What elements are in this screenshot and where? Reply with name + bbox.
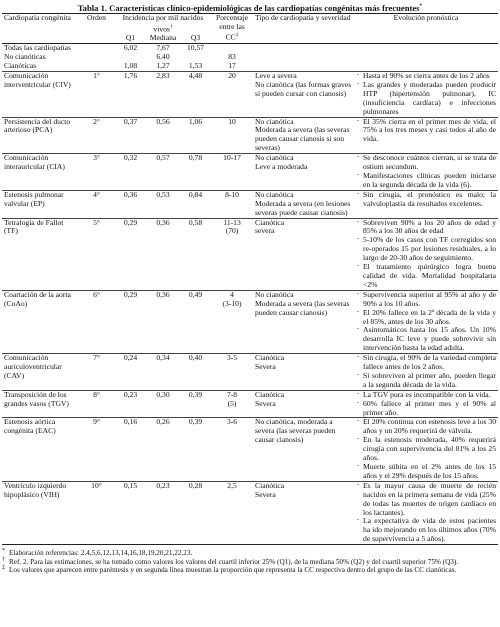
cell-percentage: 83 [228, 52, 236, 62]
header-q1: Q1 [125, 32, 136, 42]
summary-name: No cianóticas [4, 52, 46, 62]
evolution-item: - El 20% fallece en la 2ª década de la vida y el 85%, antes de los 30 años. [356, 309, 496, 327]
evolution-item: - El 35% cierra en el primer mes de vida, el 75% a los tres meses y casi todos al año de vida. [356, 118, 496, 145]
footnote-mark: ‡ [2, 565, 5, 572]
cell-q1: 0,37 [115, 117, 146, 154]
footnote [2, 558, 498, 567]
cell-q1: 0,36 [115, 190, 146, 218]
cell-q1: 0,29 [115, 290, 146, 353]
cell-evolution [354, 154, 498, 191]
cell-name: Estenosis pulmonar valvular (EP) [2, 190, 78, 218]
evolution-list [356, 191, 496, 209]
evolution-item: - Sin cirugía, el 90% de la variedad completa fallece antes de los 2 años. [356, 354, 496, 372]
footnotes [2, 549, 498, 575]
cell-percentage: 11-13 (70) [211, 218, 253, 290]
cell-median: 0,34 [146, 354, 180, 391]
table-caption: Tabla 1. Características clínico-epidemiológicas de las cardiopatías congénitas más frecuentes* [77, 2, 423, 13]
cell-percentage: 2,5 [211, 481, 253, 544]
cell-median: 0,23 [146, 481, 180, 544]
evolution-item: - Sin cirugía, el pronóstico es malo; la valvuloplastía da resultados excelentes. [356, 191, 496, 209]
table-row [2, 390, 498, 418]
evolution-item: - 5-10% de los casos con TF corregidos son re-operados 15 por lesiones residuales, a lo largo de 20-30 años de seguimiento. [356, 236, 496, 263]
footnote-text: Ref. 2. Para las estimaciones, se ha tomado como valores los valores del cuartil inferior 25% (Q1), de la mediana 50% (Q2) y del cuartil superior 75% (Q3). [9, 557, 459, 566]
cell-q3: 0,28 [180, 481, 211, 544]
cell-evolution [354, 418, 498, 481]
evolution-list [356, 391, 496, 418]
cell-q1: 6,02 [123, 43, 138, 53]
cell-percentage: 3-5 [211, 354, 253, 391]
evolution-item: - El tratamiento quirúrgico logra buena calidad de vida. Mortalidad hospitalaria <2% [356, 263, 496, 290]
table-row [2, 218, 498, 290]
evolution-item: - En la estenosis moderada, 40% requerirá cirugía con supervivencia del 81% a los 25 años. [356, 436, 496, 463]
cell-q1: 1,76 [115, 72, 146, 118]
cell-name: Persistencia del ducto arterioso (PCA) [2, 117, 78, 154]
cardiopathy-table [2, 13, 498, 545]
summary-name: Todas las cardiopatías [4, 43, 71, 53]
cell-name: Coartación de la aorta (CoAo) [2, 290, 78, 353]
cell-q1: 0,15 [115, 481, 146, 544]
caption-footnote-mark: * [419, 3, 423, 9]
cell-median: 0,56 [146, 117, 180, 154]
cell-evolution [354, 218, 498, 290]
document-page [2, 0, 498, 575]
evolution-list [356, 118, 496, 145]
cell-evolution [354, 354, 498, 391]
evolution-list [356, 154, 496, 190]
cell-percentage: 8-10 [211, 190, 253, 218]
cell-evolution [354, 481, 498, 544]
cell-median: 2,83 [146, 72, 180, 118]
cell-order: 7° [78, 354, 115, 391]
footnote-text: Los valores que aparecen entre paréntesis y en segunda línea muestran la proporción que representa la CC respectiva dentro del grupo de las CC cianóticas. [9, 566, 457, 575]
footnote-text: Elaboración referencias: 2,4,5,6,12,13,14,16,18,19,20,21,22,23. [9, 549, 193, 558]
summary-row [2, 44, 498, 53]
cell-median: 0,36 [146, 218, 180, 290]
cell-median: 6,40 [156, 52, 170, 62]
cell-q3: 0,39 [180, 390, 211, 418]
cell-median: 7,67 [156, 43, 170, 53]
header-q3: Q3 [190, 32, 201, 42]
cell-q3: 0,84 [180, 190, 211, 218]
table-row [2, 190, 498, 218]
table-row [2, 481, 498, 544]
cell-type: No cianótica Moderada a severa (las severas pueden causar cianosis) [253, 290, 354, 353]
evolution-item: - El 20% continua con estenosis leve a los 30 años y un 20% requerirá de válvula. [356, 418, 496, 436]
evolution-item: - Muerte súbita en el 2% antes de los 15 años y el 29% después de los 15 años. [356, 463, 496, 481]
cell-type: Leve a severa No cianótica (las formas graves sí pueden cursar con cianosis) [253, 72, 354, 118]
cell-evolution [354, 117, 498, 154]
header-type: Tipo de cardiopatía y severidad [255, 13, 351, 22]
evolution-item: - Las grandes y moderadas pueden producir HTP (hipertensión pulmonar), IC (insuficiencia cardíaca) e infecciones pulmonares [356, 81, 496, 117]
cell-percentage: 10-17 [211, 154, 253, 191]
cell-type: No cianótica Moderada a severa (en lesiones severas puede causar cianosis) [253, 190, 354, 218]
header-order: Orden [87, 13, 106, 22]
evolution-item: - Asintomáticos hasta los 15 años. Un 10% desarrolla IC leve y puede sobrevivir sin intervención hasta la edad adulta. [356, 326, 496, 353]
evolution-item: - Si sobreviven al primer año, pueden llegar a la segunda década de la vida. [356, 372, 496, 390]
cell-order: 3° [78, 154, 115, 191]
footnote-mark: * [2, 548, 5, 555]
evolution-item: - Hasta el 90% se cierra antes de los 2 años [356, 72, 496, 81]
cell-percentage: 10 [211, 117, 253, 154]
cell-name: Comunicación interauricular (CIA) [2, 154, 78, 191]
cell-q3: 0,58 [180, 218, 211, 290]
cell-median: 0,36 [146, 290, 180, 353]
cell-q3: 10,57 [186, 43, 205, 53]
evolution-item: - Manifestaciones clínicas pueden iniciarse en la segunda década de la vida (6). [356, 172, 496, 190]
evolution-item: - La expectativa de vida de estos pacientes ha ido mejorando en los últimos años (70% de supervivencia a 5 años). [356, 517, 496, 544]
cell-type: No cianótica, moderada a severa (las severas pueden causar cianosis) [253, 418, 354, 481]
cell-q1: 1,08 [123, 61, 138, 71]
cell-order: 8° [78, 390, 115, 418]
cell-name: Comunicación auriculoventricular (CAV) [2, 354, 78, 391]
cell-median: 0,30 [146, 390, 180, 418]
cell-median: 0,26 [146, 418, 180, 481]
cell-order: 10° [78, 481, 115, 544]
header-median: Mediana [149, 32, 177, 42]
table-row [2, 72, 498, 118]
evolution-item: - Se desconoce cuántos cierran, si se trata de ostium secundum. [356, 154, 496, 172]
evolution-list [356, 354, 496, 390]
table-body [2, 44, 498, 545]
summary-name: Cianóticas [4, 61, 37, 71]
cell-order: 9° [78, 418, 115, 481]
header-name: Cardiopatía congénita [4, 13, 71, 22]
cell-evolution [354, 290, 498, 353]
cell-percentage: 20 [211, 72, 253, 118]
cell-order: 1° [78, 72, 115, 118]
cell-q3: 1,53 [188, 61, 203, 71]
cell-name: Transposición de los grandes vasos (TGV) [2, 390, 78, 418]
table-header [2, 14, 498, 44]
cell-percentage: 17 [228, 61, 236, 71]
table-row [2, 418, 498, 481]
cell-type: Cianótica Severa [253, 481, 354, 544]
cell-q1: 0,24 [115, 354, 146, 391]
cell-q1: 0,32 [115, 154, 146, 191]
cell-median: 0,57 [146, 154, 180, 191]
cell-q3: 0,49 [180, 290, 211, 353]
cell-q3: 4,48 [180, 72, 211, 118]
cell-type: No cianótica Moderada a severa (las severas pueden causar cianosis si son severas) [253, 117, 354, 154]
table-row [2, 354, 498, 391]
header-percentage: Porcentaje entre las CC‡ [216, 13, 249, 42]
cell-percentage: 3-6 [211, 418, 253, 481]
header-evolution: Evolución pronóstica [393, 13, 459, 22]
evolution-list [356, 219, 496, 290]
cell-q3: 0,39 [180, 418, 211, 481]
evolution-item: - Supervivencia superior al 95% al año y de 90% a los 10 años. [356, 291, 496, 309]
cell-q1: 0,29 [115, 218, 146, 290]
evolution-item: - La TGV pura es incompatible con la vida. [356, 391, 496, 400]
cell-evolution [354, 72, 498, 118]
cell-type: Cianótica Severa [253, 390, 354, 418]
cell-name: Ventrículo izquierdo hipoplásico (VIH) [2, 481, 78, 544]
cell-order: 6° [78, 290, 115, 353]
evolution-list [356, 418, 496, 480]
cell-q3: 1,06 [180, 117, 211, 154]
cell-type: Cianótica Severa [253, 354, 354, 391]
cell-evolution [354, 190, 498, 218]
evolution-list [356, 291, 496, 353]
cell-q1: 0,16 [115, 418, 146, 481]
cell-name: Comunicación interventricular (CIV) [2, 72, 78, 118]
evolution-list [356, 482, 496, 544]
cell-type: No cianótica Leve a moderada [253, 154, 354, 191]
table-row [2, 117, 498, 154]
cell-q1: 0,23 [115, 390, 146, 418]
evolution-item: - 60% fallece al primer mes y el 90% al primer año. [356, 400, 496, 418]
cell-percentage: 7-8 (5) [211, 390, 253, 418]
cell-name: Tetralogía de Fallot (TF) [2, 218, 78, 290]
evolution-item: - Sobreviven 90% a los 20 años de edad y 85% a los 30 años de edad [356, 219, 496, 237]
evolution-item: - Es la mayor causa de muerte de recién nacidos en la primera semana de vida (25% de todas las muertes de origen cardíaco en los lactantes). [356, 482, 496, 518]
table-row [2, 154, 498, 191]
cell-evolution [354, 390, 498, 418]
cell-name: Estenosis aórtica congénita (EAC) [2, 418, 78, 481]
cell-q3: 0,78 [180, 154, 211, 191]
cell-percentage: 4 (3-10) [211, 290, 253, 353]
cell-median: 0,53 [146, 190, 180, 218]
cell-median: 1,27 [156, 61, 170, 71]
cell-order: 4° [78, 190, 115, 218]
cell-type: Cianótica severa [253, 218, 354, 290]
footnote-mark: † [2, 556, 5, 563]
footnote [2, 549, 498, 558]
cell-q3: 0,40 [180, 354, 211, 391]
cell-order: 5° [78, 218, 115, 290]
summary-row [2, 53, 498, 62]
evolution-list [356, 72, 496, 117]
table-row [2, 290, 498, 353]
header-incidence: Incidencia por mil nacidos vivos† [122, 13, 204, 34]
footnote [2, 566, 498, 575]
cell-order: 2° [78, 117, 115, 154]
